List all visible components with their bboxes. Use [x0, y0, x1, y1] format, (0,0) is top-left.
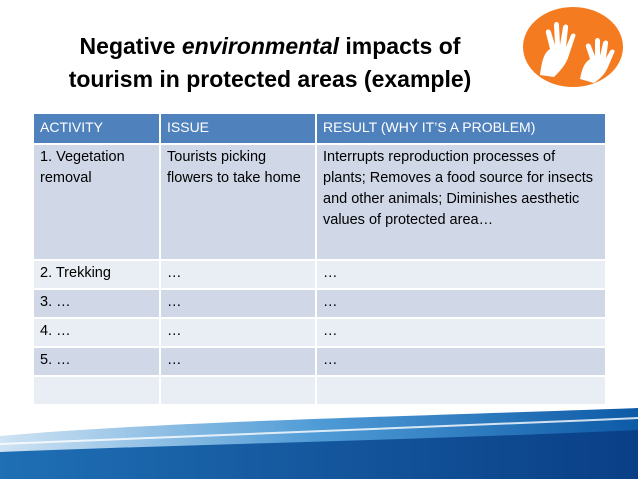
slide-title [30, 30, 510, 96]
cell-activity: 1. Vegetation removal [33, 144, 160, 260]
cell-result: … [316, 318, 606, 347]
table-row [33, 318, 606, 347]
title-text-italic: environmental [181, 33, 340, 59]
table-row [33, 289, 606, 318]
cell-issue: … [160, 260, 316, 289]
title-text-line2: tourism in protected areas (example) [68, 66, 472, 92]
cell-result: Interrupts reproduction processes of plants; Removes a food source for insects and other animals; Diminishes aesthetic values of protected area… [316, 144, 606, 260]
footer-wave-decoration [0, 400, 638, 479]
cell-activity: 4. … [33, 318, 160, 347]
cell-issue: … [160, 289, 316, 318]
table-row [33, 347, 606, 376]
title-text-part1: Negative [79, 33, 182, 59]
impacts-table [32, 112, 607, 406]
header-result: RESULT (WHY IT’S A PROBLEM) [316, 113, 606, 144]
cell-activity: 3. … [33, 289, 160, 318]
hands-icon [520, 5, 626, 89]
table-header-row [33, 113, 606, 144]
header-issue: ISSUE [160, 113, 316, 144]
cell-issue: Tourists picking flowers to take home [160, 144, 316, 260]
cell-result: … [316, 289, 606, 318]
cell-result: … [316, 347, 606, 376]
cell-issue: … [160, 347, 316, 376]
header-activity: ACTIVITY [33, 113, 160, 144]
cell-issue: … [160, 318, 316, 347]
table-row [33, 260, 606, 289]
cell-activity: 5. … [33, 347, 160, 376]
cell-result: … [316, 260, 606, 289]
title-text-part2: impacts of [339, 33, 461, 59]
cell-activity: 2. Trekking [33, 260, 160, 289]
table-row [33, 144, 606, 260]
